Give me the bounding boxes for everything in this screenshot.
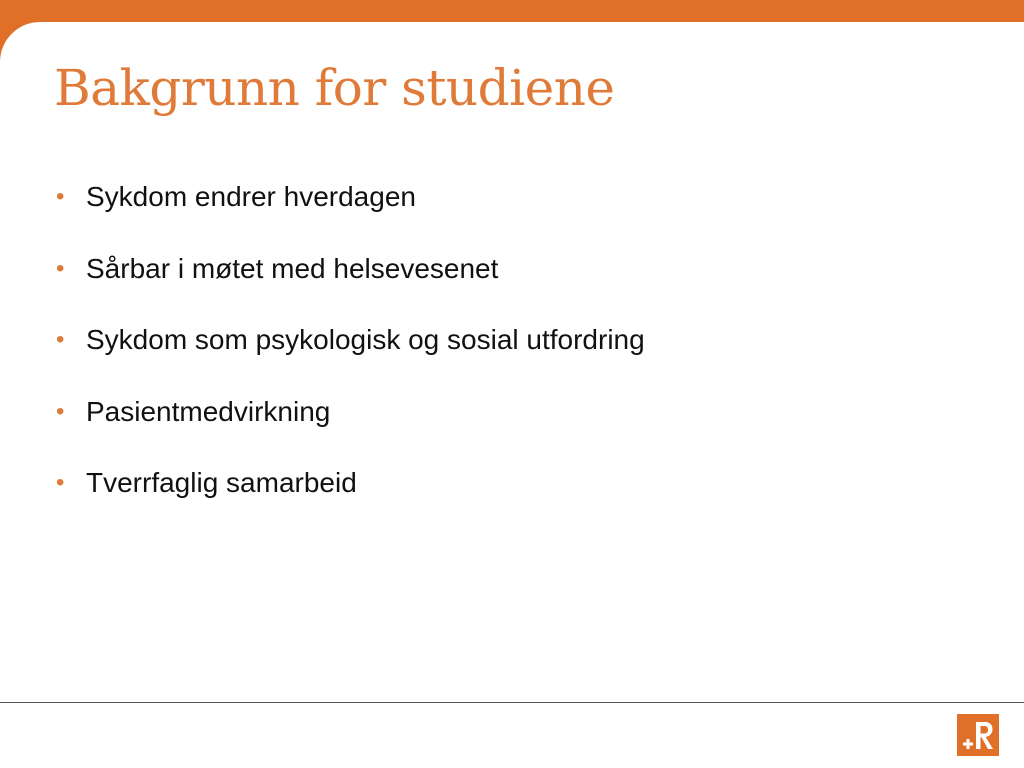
bullet-icon: • [56,397,65,425]
bullet-icon: • [56,183,65,210]
r-plus-logo-icon [957,714,999,756]
top-accent-band [0,0,1024,22]
bullet-icon: • [56,254,65,282]
bullet-text: Sårbar i møtet med helsevesenet [86,252,499,284]
slide-title: Bakgrunn for studiene [54,59,615,117]
bullet-text: Tverrfaglig samarbeid [86,467,357,498]
bullet-text: Sykdom som psykologisk og sosial utfordring [86,324,645,355]
bullet-icon: • [56,469,65,496]
bullet-text: Pasientmedvirkning [86,395,331,427]
footer-divider [0,702,1024,703]
bullet-text: Sykdom endrer hverdagen [86,181,416,212]
bullet-icon: • [56,326,65,353]
